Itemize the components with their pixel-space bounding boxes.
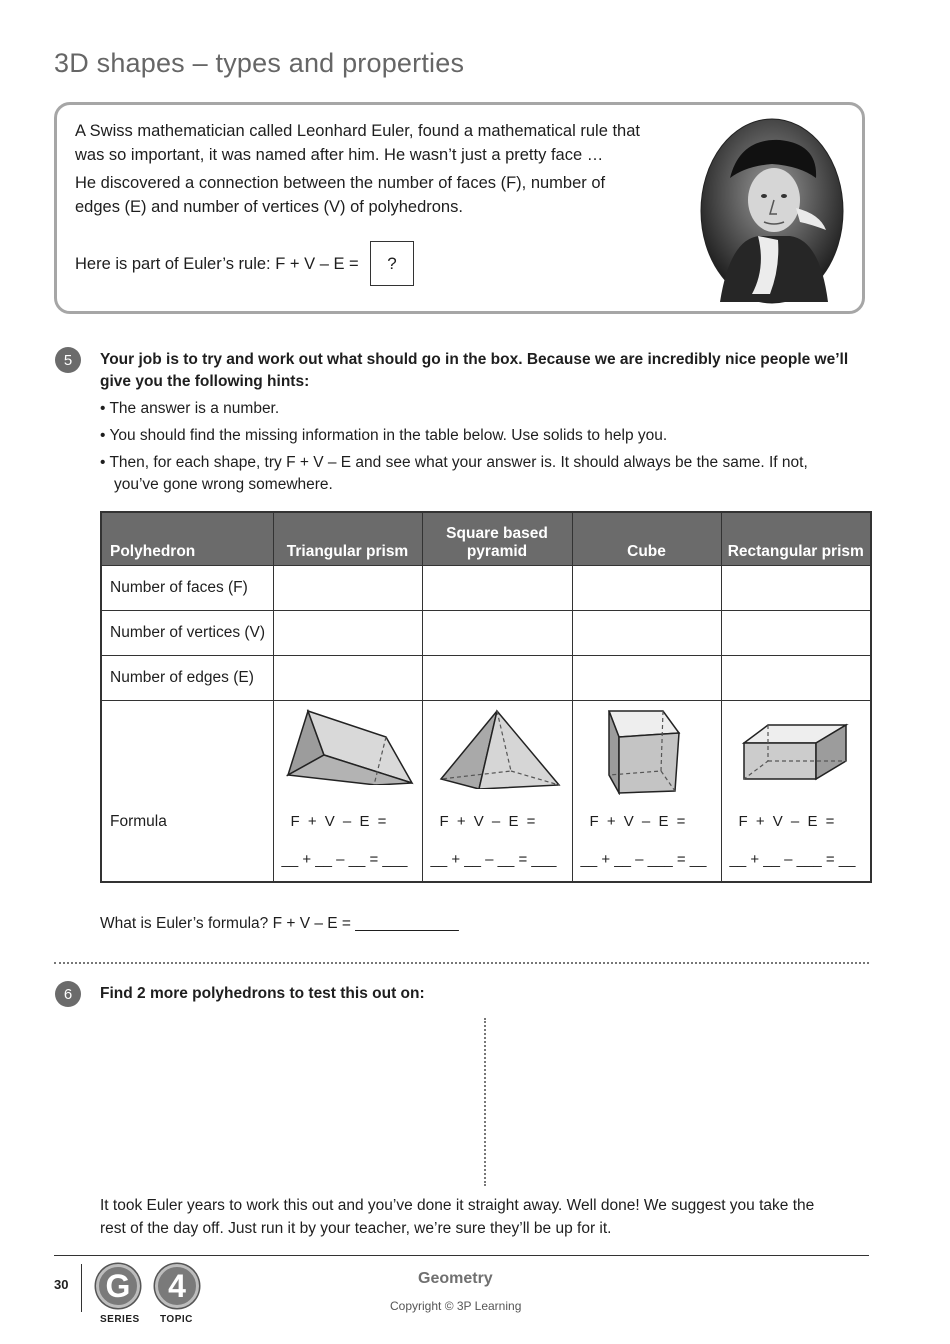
formula-cell-cube[interactable] bbox=[572, 701, 721, 883]
answer-cell[interactable] bbox=[572, 611, 721, 656]
question-5-number: 5 bbox=[55, 347, 81, 373]
formula-label-cell bbox=[101, 701, 273, 883]
euler-formula-question[interactable]: What is Euler’s formula? F + V – E = ____________ bbox=[100, 915, 459, 932]
formula-text: F + V – E = bbox=[290, 813, 387, 830]
hint-1: • The answer is a number. bbox=[100, 400, 280, 417]
q5-prompt-line-2: give you the following hints: bbox=[100, 373, 310, 390]
formula-blanks: __ + __ – ___ = __ bbox=[580, 851, 707, 868]
row-label-faces: Number of faces (F) bbox=[101, 566, 273, 611]
answer-cell[interactable] bbox=[721, 611, 871, 656]
topic-label: TOPIC bbox=[160, 1314, 193, 1325]
series-badge: G bbox=[96, 1264, 140, 1308]
answer-cell[interactable] bbox=[422, 656, 572, 701]
formula-blanks: __ + __ – ___ = __ bbox=[729, 851, 856, 868]
page-title: 3D shapes – types and properties bbox=[54, 48, 465, 78]
closing-line-2: rest of the day off. Just run it by your teacher, we’re sure they’ll be up for it. bbox=[100, 1220, 612, 1237]
hint-2: • You should find the missing information in the table below. Use solids to help you. bbox=[100, 427, 668, 444]
closing-line-1: It took Euler years to work this out and you’ve done it straight away. Well done! We suggest you take the bbox=[100, 1197, 815, 1214]
formula-cell-rectangular-prism[interactable] bbox=[721, 701, 871, 883]
table-row-formula bbox=[101, 701, 871, 883]
answer-cell[interactable] bbox=[721, 566, 871, 611]
formula-cell-triangular-prism[interactable] bbox=[273, 701, 422, 883]
header-square-pyramid: Square based pyramid bbox=[422, 512, 572, 566]
table-row bbox=[101, 566, 871, 611]
copyright-text: Copyright © 3P Learning bbox=[390, 1299, 522, 1313]
formula-cell-square-pyramid[interactable] bbox=[422, 701, 572, 883]
intro-line-4: edges (E) and number of vertices (V) of polyhedrons. bbox=[75, 198, 463, 216]
cube-icon bbox=[603, 709, 733, 795]
series-label: SERIES bbox=[100, 1314, 140, 1325]
row-label-edges: Number of edges (E) bbox=[101, 656, 273, 701]
answer-cell[interactable] bbox=[273, 566, 422, 611]
q5-prompt-line-1: Your job is to try and work out what should go in the box. Because we are incredibly nice people we’ll bbox=[100, 351, 849, 368]
footer-separator bbox=[81, 1264, 82, 1312]
footer-rule bbox=[54, 1255, 869, 1256]
polyhedron-table bbox=[100, 511, 872, 883]
formula-label: Formula bbox=[110, 813, 167, 830]
hint-3-continued: you’ve gone wrong somewhere. bbox=[114, 476, 333, 493]
subject-title: Geometry bbox=[418, 1270, 493, 1287]
formula-blanks: __ + __ – __ = ___ bbox=[430, 851, 557, 868]
header-polyhedron: Polyhedron bbox=[101, 512, 273, 566]
answer-area-divider bbox=[484, 1018, 486, 1186]
square-pyramid-icon bbox=[435, 709, 565, 789]
intro-line-3: He discovered a connection between the number of faces (F), number of bbox=[75, 174, 606, 192]
triangular-prism-icon bbox=[286, 709, 416, 785]
answer-cell[interactable] bbox=[273, 656, 422, 701]
q6-prompt: Find 2 more polyhedrons to test this out on: bbox=[100, 985, 425, 1002]
row-label-vertices: Number of vertices (V) bbox=[101, 611, 273, 656]
euler-portrait bbox=[700, 118, 844, 304]
header-rectangular-prism: Rectangular prism bbox=[721, 512, 871, 566]
topic-badge: 4 bbox=[155, 1264, 199, 1308]
answer-cell[interactable] bbox=[273, 611, 422, 656]
formula-text: F + V – E = bbox=[439, 813, 536, 830]
answer-area-right[interactable] bbox=[490, 1018, 868, 1186]
table-row bbox=[101, 611, 871, 656]
formula-text: F + V – E = bbox=[589, 813, 686, 830]
table-row bbox=[101, 656, 871, 701]
rectangular-prism-icon bbox=[734, 717, 864, 787]
formula-blanks: __ + __ – __ = ___ bbox=[281, 851, 408, 868]
euler-rule-text: Here is part of Euler’s rule: F + V – E = bbox=[75, 255, 359, 273]
answer-cell[interactable] bbox=[422, 611, 572, 656]
intro-line-2: was so important, it was named after him. He wasn’t just a pretty face … bbox=[75, 146, 604, 164]
answer-cell[interactable] bbox=[572, 566, 721, 611]
page-number: 30 bbox=[54, 1277, 69, 1292]
question-6-number: 6 bbox=[55, 981, 81, 1007]
answer-area-left[interactable] bbox=[100, 1018, 480, 1186]
section-divider bbox=[54, 962, 869, 964]
answer-cell[interactable] bbox=[422, 566, 572, 611]
hint-3: • Then, for each shape, try F + V – E and see what your answer is. It should always be the same. If not, bbox=[100, 454, 808, 471]
answer-cell[interactable] bbox=[572, 656, 721, 701]
answer-cell[interactable] bbox=[721, 656, 871, 701]
header-triangular-prism: Triangular prism bbox=[273, 512, 422, 566]
header-cube: Cube bbox=[572, 512, 721, 566]
formula-text: F + V – E = bbox=[738, 813, 835, 830]
intro-line-1: A Swiss mathematician called Leonhard Euler, found a mathematical rule that bbox=[75, 122, 640, 140]
euler-rule-answer-box[interactable]: ? bbox=[370, 241, 414, 286]
